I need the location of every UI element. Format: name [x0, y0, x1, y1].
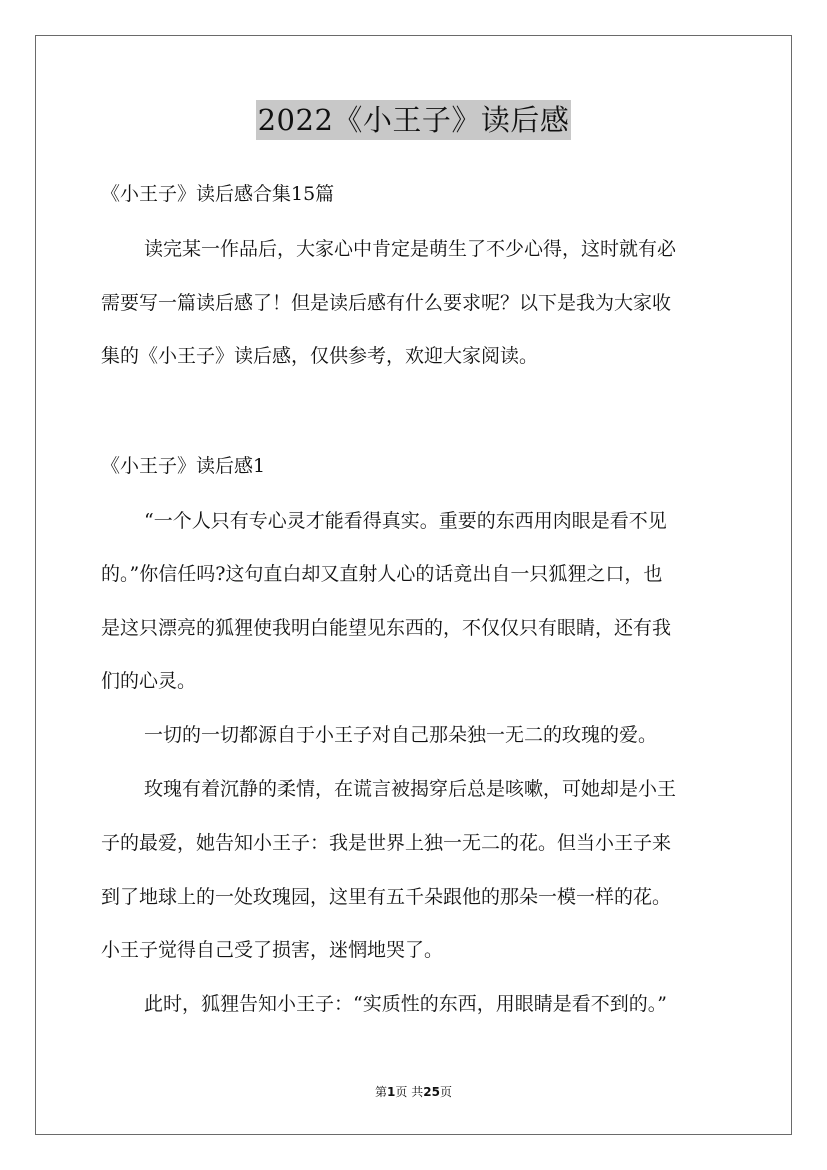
intro-line-3: 集的《小王子》读后感，仅供参考，欢迎大家阅读。 [101, 345, 539, 367]
document-subtitle: 《小王子》读后感合集15篇 [101, 183, 335, 205]
para1-line-4: 们的心灵。 [101, 670, 197, 692]
page-prefix: 第 [375, 1085, 388, 1099]
para3-line-3: 到了地球上的一处玫瑰园，这里有五千朵跟他的那朵一模一样的花。 [101, 886, 672, 908]
section-heading: 《小王子》读后感1 [101, 455, 266, 477]
page-footer [0, 1083, 827, 1100]
para4-line-1: 此时，狐狸告知小王子：“实质性的东西，用眼睛是看不到的。” [144, 993, 667, 1015]
document-title: 2022《小王子》读后感 [256, 100, 572, 140]
para1-line-1: “一个人只有专心灵才能看得真实。重要的东西用肉眼是看不见 [144, 510, 667, 532]
document-title-wrap [0, 100, 827, 140]
intro-line-2: 需要写一篇读后感了！但是读后感有什么要求呢？以下是我为大家收 [101, 292, 672, 314]
para2-line-1: 一切的一切都源自于小王子对自己那朵独一无二的玫瑰的爱。 [144, 724, 658, 746]
page-total: 25 [423, 1085, 440, 1099]
para3-line-2: 子的最爱，她告知小王子：我是世界上独一无二的花。但当小王子来 [101, 832, 672, 854]
page-current: 1 [387, 1085, 396, 1099]
para1-line-2: 的。”你信任吗?这句直白却又直射人心的话竟出自一只狐狸之口，也 [101, 563, 663, 585]
intro-line-1: 读完某一作品后，大家心中肯定是萌生了不少心得，这时就有必 [144, 238, 677, 260]
para1-line-3: 是这只漂亮的狐狸使我明白能望见东西的，不仅仅只有眼睛，还有我 [101, 617, 672, 639]
para3-line-1: 玫瑰有着沉静的柔情，在谎言被揭穿后总是咳嗽，可她却是小王 [144, 778, 677, 800]
page-suffix: 页 [439, 1085, 452, 1099]
para3-line-4: 小王子觉得自己受了损害，迷惘地哭了。 [101, 939, 444, 961]
page-mid: 页 共 [395, 1085, 424, 1099]
